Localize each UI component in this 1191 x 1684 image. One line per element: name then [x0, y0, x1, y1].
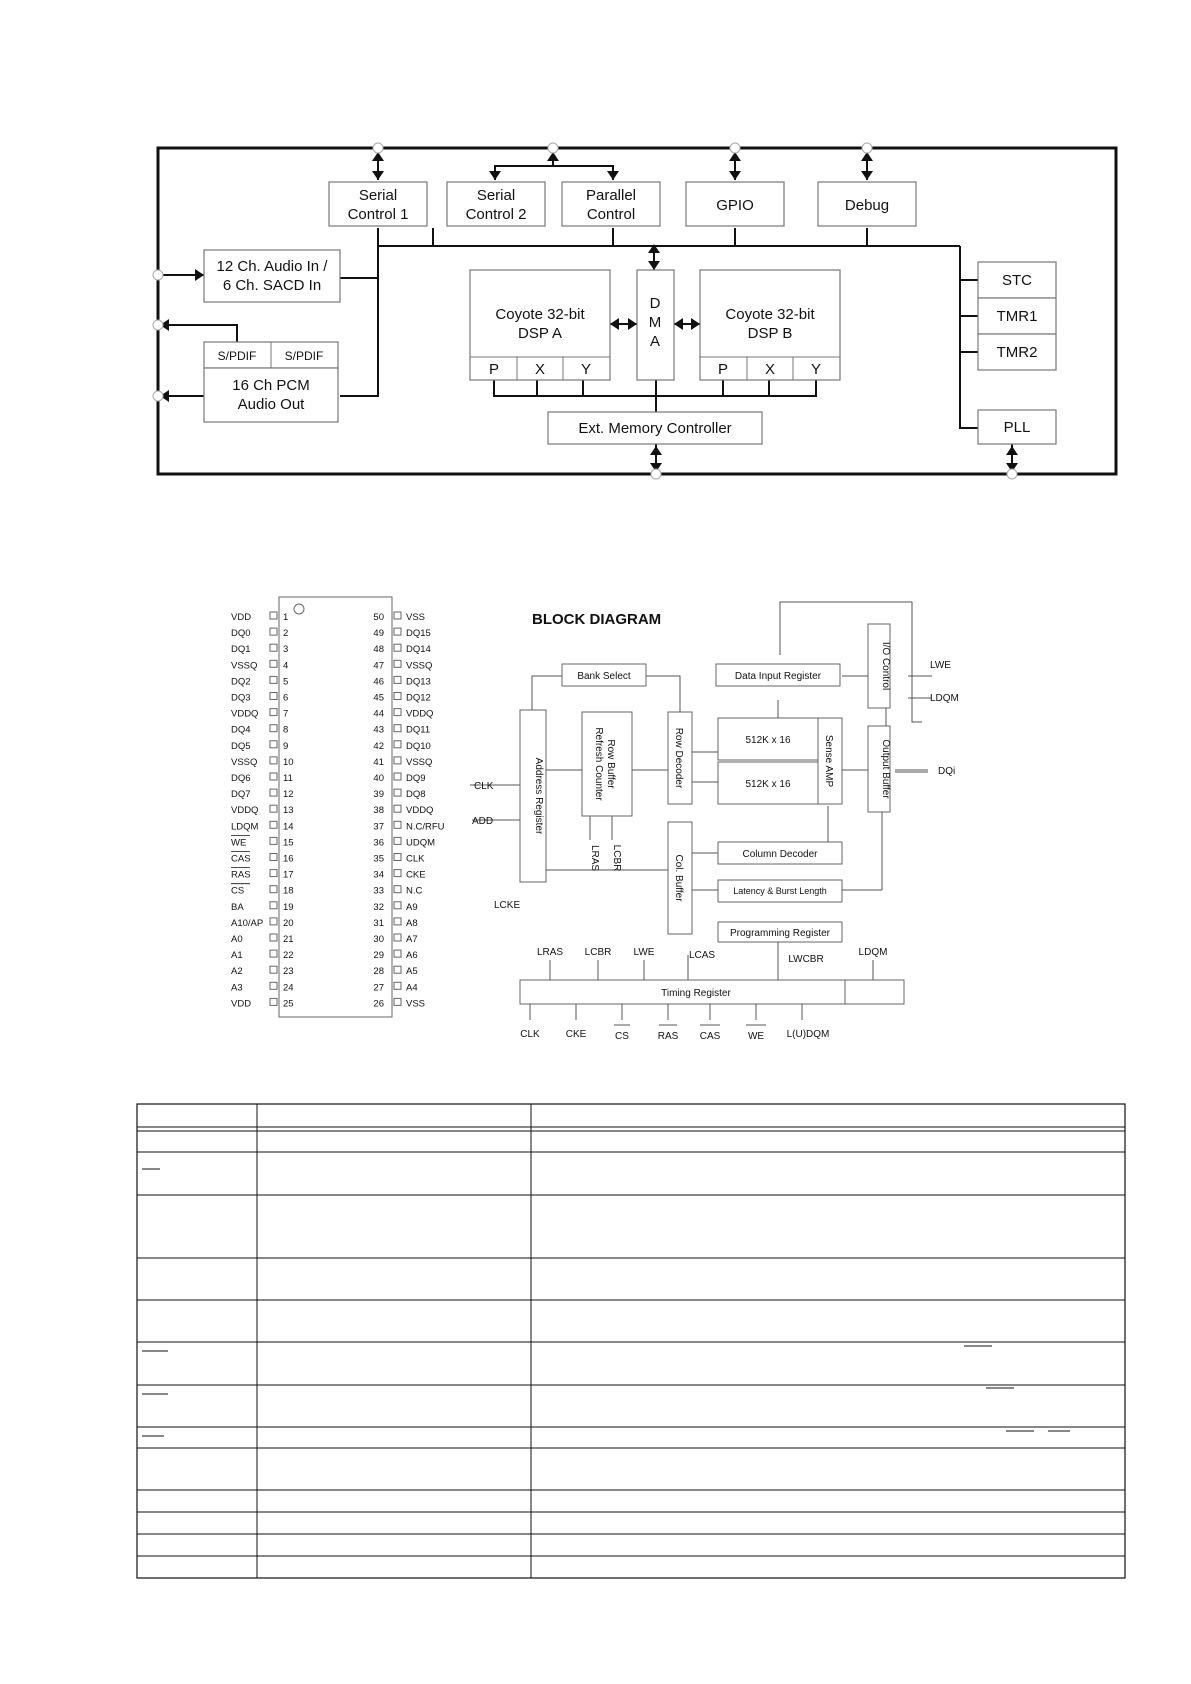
pin-name: VDDQ [406, 805, 434, 817]
pin-name: CS [231, 885, 245, 897]
pin-number: 42 [373, 740, 384, 752]
pin-name: VDD [231, 612, 252, 623]
spdif-label-b: S/PDIF [284, 349, 324, 363]
sdram-block-diagram [470, 602, 959, 1042]
pad-dot [651, 469, 661, 479]
dsp-b-port-x: X [764, 361, 776, 378]
pin-name: DQ5 [231, 740, 251, 752]
pin-name: CAS [231, 853, 251, 865]
pin-name: UDQM [406, 837, 436, 849]
pin-pad [270, 982, 277, 989]
arrow-down [489, 171, 501, 180]
pin-number: 22 [283, 950, 294, 962]
pin-number: 33 [373, 885, 384, 897]
sense-amp-label: Sense AMP [823, 734, 834, 788]
pin-number: 47 [373, 660, 384, 672]
sdram-pinout [231, 597, 445, 1017]
pin-name: A0 [231, 934, 243, 945]
pin-name: VSSQ [406, 660, 433, 672]
arrow-down [648, 261, 660, 270]
pin-number: 23 [283, 966, 294, 978]
ext-memory-controller-label: Ext. Memory Controller [578, 420, 732, 437]
timing-input-cke: CKE [565, 1029, 587, 1040]
pin-pad [270, 725, 277, 732]
arrow-down [372, 171, 384, 180]
pin-number: 30 [373, 934, 384, 945]
pin-name: DQ3 [231, 692, 251, 704]
serial-control-2-label: Serial [476, 187, 516, 204]
top-block-diagram [153, 143, 1116, 479]
pin-pad [394, 757, 401, 764]
lcke-signal: LCKE [494, 900, 521, 911]
address-register-label: Address Register [533, 757, 544, 835]
clk-signal: CLK [474, 781, 494, 792]
pin-pad [394, 982, 401, 989]
memory-bus [494, 380, 816, 412]
pcm-out-label: Audio Out [237, 396, 305, 413]
pin-number: 8 [283, 724, 289, 736]
pin-pad [270, 821, 277, 828]
pin-name: A8 [406, 917, 418, 929]
pin-number: 41 [373, 756, 384, 768]
timing-output-lcbr: LCBR [584, 947, 612, 958]
pin-name: RAS [231, 869, 251, 881]
pin-pad [394, 966, 401, 973]
pin-name: DQ4 [231, 724, 251, 736]
arrow-up [1006, 446, 1018, 455]
timing-inputs [530, 1004, 802, 1020]
pin-pad [394, 854, 401, 861]
arrow-up [650, 446, 662, 455]
pad-dot [153, 391, 163, 401]
gpio-label: GPIO [716, 197, 754, 214]
pin-number: 27 [373, 982, 384, 994]
timing-register-label: Timing Register [661, 988, 731, 999]
pin-name: DQ1 [231, 644, 251, 656]
pin-number: 44 [373, 708, 384, 720]
pin-number: 16 [283, 853, 294, 865]
pin-name: BA [231, 901, 244, 913]
pin-number: 43 [373, 724, 384, 736]
pin-number: 24 [283, 982, 294, 994]
pin-pad [394, 644, 401, 651]
timing-output-lcas: LCAS [688, 950, 716, 961]
pin-name: A10/AP [231, 917, 264, 929]
timer-bus [960, 246, 978, 428]
pin-number: 11 [283, 773, 293, 784]
pin-pad [270, 870, 277, 877]
debug-label: Debug [844, 197, 890, 214]
pin-number: 20 [283, 917, 294, 929]
audio-in-label: 6 Ch. SACD In [222, 277, 322, 294]
serial-control-1-label: Serial [358, 187, 398, 204]
pin-pad [270, 741, 277, 748]
dsp-b-label: DSP B [747, 325, 793, 342]
pin-number: 9 [283, 740, 289, 752]
refresh-controls [590, 816, 612, 840]
pin-number: 2 [283, 628, 289, 640]
pin-pad [394, 741, 401, 748]
spdif-link [158, 325, 237, 342]
pin-number: 31 [373, 917, 384, 929]
pin-pad [394, 886, 401, 893]
pin-number: 1 [283, 612, 289, 623]
pin-name: A5 [406, 966, 418, 978]
pad-dot [730, 143, 740, 153]
latency-burst-label: Latency & Burst Length [733, 886, 827, 896]
pin-name: A9 [406, 901, 418, 913]
dma-label: M [648, 314, 662, 331]
pin-number: 49 [373, 628, 384, 640]
pin-name: LDQM [231, 821, 259, 833]
pin-name: DQ9 [406, 773, 426, 784]
pin-name: N.C [406, 885, 423, 897]
pin-name: DQ11 [406, 724, 431, 736]
column-decoder-label: Column Decoder [742, 849, 818, 860]
pin-name: WE [231, 837, 247, 849]
dsp-b-port-p: P [717, 361, 729, 378]
pin-number: 34 [373, 869, 384, 881]
row-buffer-label: Refresh Counter [593, 727, 604, 801]
pin-number: 45 [373, 692, 384, 704]
arrow-left [610, 318, 619, 330]
bus-taps [433, 228, 867, 246]
pad-dot [153, 270, 163, 280]
pin-pad [394, 998, 401, 1005]
pin-name: VSS [406, 998, 426, 1010]
pin-name: VDDQ [406, 708, 434, 720]
pin-pad [394, 773, 401, 780]
pin-pad [270, 998, 277, 1005]
pin-pad [394, 725, 401, 732]
pin-pad [270, 854, 277, 861]
pin-name: DQ8 [406, 789, 426, 801]
pin-number: 46 [373, 676, 384, 688]
timing-output-lwcbr: LWCBR [788, 954, 824, 965]
timing-input-cs: CS [615, 1031, 629, 1042]
stc-label: STC [1002, 272, 1032, 289]
tmr2-label: TMR2 [996, 344, 1038, 361]
pin-number: 13 [283, 805, 294, 817]
pin-pad [270, 950, 277, 957]
pin-pad [394, 918, 401, 925]
pin-pad [270, 660, 277, 667]
pin-name: A1 [231, 950, 243, 962]
pin-pad [394, 676, 401, 683]
pin-name: VSSQ [231, 660, 258, 672]
row-decoder-label: Row Decoder [673, 727, 684, 789]
pin-pad [394, 870, 401, 877]
pin-pad [394, 789, 401, 796]
dma-label: D [649, 295, 661, 312]
pin-name: DQ0 [231, 628, 251, 640]
dsp-a-label: DSP A [518, 325, 562, 342]
serial-control-2-label: Control 2 [465, 206, 527, 223]
pin-name: DQ15 [406, 628, 431, 640]
top-connectors [378, 148, 867, 180]
add-signal: ADD [472, 816, 494, 827]
pin-pad [270, 789, 277, 796]
timing-input-we: WE [747, 1031, 765, 1042]
timing-output-lras: LRAS [536, 947, 564, 958]
pin-description-table [137, 1104, 1125, 1578]
pin-pad [394, 628, 401, 635]
pin-pad [394, 934, 401, 941]
pin-pad [394, 821, 401, 828]
dma-label: A [649, 333, 661, 350]
pin-name: DQ12 [406, 692, 431, 704]
pcm-out-label: 16 Ch PCM [232, 377, 310, 394]
pin-number: 4 [283, 660, 289, 672]
pin-name: DQ6 [231, 773, 251, 784]
pin-number: 5 [283, 676, 289, 688]
lras-signal: LRAS [589, 844, 600, 872]
pin-number: 36 [373, 837, 384, 849]
arrow-right [195, 269, 204, 281]
dsp-b-port-y: Y [810, 361, 822, 378]
right-inputs [895, 676, 932, 772]
pin-name: A2 [231, 966, 243, 978]
pin-pad [394, 612, 401, 619]
pin-pad [394, 837, 401, 844]
col-buffer-label: Col. Buffer [673, 854, 684, 902]
pin-number: 10 [283, 756, 294, 768]
tmr1-label: TMR1 [996, 308, 1038, 325]
pin-name: VDDQ [231, 805, 259, 817]
serial-control-1-label: Control 1 [347, 206, 409, 223]
arrow-down [861, 171, 873, 180]
pin-pad [270, 628, 277, 635]
pin-number: 37 [373, 821, 384, 833]
pad-dot [862, 143, 872, 153]
pin-pad [394, 660, 401, 667]
timing-input-ras: RAS [657, 1031, 679, 1042]
pll-label: PLL [1003, 419, 1031, 436]
pin-pad [394, 693, 401, 700]
pin-pad [270, 709, 277, 716]
spdif-label-a: S/PDIF [217, 349, 257, 363]
pin-number: 32 [373, 901, 384, 913]
arrow-down [607, 171, 619, 180]
dsp-a-label: Coyote 32-bit [495, 306, 585, 323]
pin-pad [394, 950, 401, 957]
pin-pad [270, 918, 277, 925]
pin-number: 15 [283, 837, 294, 849]
memory-array-2-label: 512K x 16 [745, 779, 791, 790]
pin-pad [394, 709, 401, 716]
dsp-a-port-y: Y [580, 361, 592, 378]
timing-output-lwe: LWE [633, 947, 655, 958]
pin-number: 18 [283, 885, 294, 897]
pin-name: VDDQ [231, 708, 259, 720]
pin-name: DQ14 [406, 644, 431, 656]
arrow-left [674, 318, 683, 330]
pin-number: 26 [373, 998, 384, 1010]
pin-name: DQ13 [406, 676, 431, 688]
pin-pad [270, 805, 277, 812]
timing-input-clk: CLK [520, 1029, 540, 1040]
dsp-a-port-p: P [488, 361, 500, 378]
pin-number: 35 [373, 853, 384, 865]
table-border [137, 1104, 1125, 1578]
pin-pad [270, 693, 277, 700]
pin-name: DQ10 [406, 740, 431, 752]
bottom-connectors [656, 444, 1012, 474]
dsp-b-label: Coyote 32-bit [725, 306, 815, 323]
pin-number: 25 [283, 998, 294, 1010]
pin-number: 29 [373, 950, 384, 962]
parallel-control-label: Control [586, 206, 636, 223]
pin-name: A6 [406, 950, 418, 962]
timing-output-ldqm: LDQM [858, 947, 888, 958]
pad-dot [548, 143, 558, 153]
pad-dot [153, 320, 163, 330]
pin-name: DQ7 [231, 789, 251, 801]
pin-number: 38 [373, 805, 384, 817]
timing-input-ludqm: L(U)DQM [786, 1029, 830, 1040]
dqi-signal: DQi [938, 766, 956, 777]
pin-pad [270, 644, 277, 651]
arrow-right [628, 318, 637, 330]
pin-number: 50 [373, 612, 384, 623]
pin-pad [270, 773, 277, 780]
pin-pad [270, 612, 277, 619]
pin-number: 48 [373, 644, 384, 656]
pin-number: 40 [373, 773, 384, 784]
pin-name: VDD [231, 998, 252, 1010]
pin-number: 7 [283, 708, 289, 720]
io-control-label: I/O Control [880, 641, 891, 691]
data-input-register-label: Data Input Register [734, 671, 822, 682]
pin-pad [270, 757, 277, 764]
output-buffer-label: Output Buffer [880, 739, 891, 799]
pin-number: 17 [283, 869, 294, 881]
pin-number: 28 [373, 966, 384, 978]
pin-pad [270, 934, 277, 941]
audio-in-label: 12 Ch. Audio In / [216, 258, 328, 275]
ldqm-signal: LDQM [930, 693, 959, 704]
lwe-signal: LWE [930, 660, 951, 671]
pin-pad [394, 902, 401, 909]
pin-number: 39 [373, 789, 384, 801]
pad-dot [373, 143, 383, 153]
pin-name: A7 [406, 934, 418, 945]
pin-pad [270, 886, 277, 893]
pin1-marker [294, 604, 304, 614]
programming-register-label: Programming Register [729, 928, 831, 939]
pin-pad [270, 837, 277, 844]
block-diagram-title: BLOCK DIAGRAM [532, 611, 662, 628]
dsp-a-port-x: X [534, 361, 546, 378]
memory-array-1-label: 512K x 16 [745, 735, 791, 746]
row-buffer-label: Row Buffer [605, 739, 616, 789]
pin-name: VSS [406, 612, 426, 623]
pin-pad [394, 805, 401, 812]
pin-name: N.C/RFU [406, 821, 445, 833]
pin-number: 3 [283, 644, 289, 656]
col-buffer-links [692, 853, 718, 890]
pin-name: VSSQ [406, 756, 433, 768]
pin-number: 21 [283, 934, 294, 945]
arrow-right [691, 318, 700, 330]
pin-name: A4 [406, 982, 418, 994]
pin-name: CLK [406, 853, 425, 865]
lcbr-signal: LCBR [611, 844, 622, 872]
pin-name: DQ2 [231, 676, 251, 688]
pin-number: 19 [283, 901, 294, 913]
pin-name: A3 [231, 982, 243, 994]
bank-select-label: Bank Select [577, 671, 631, 682]
pin-number: 6 [283, 692, 289, 704]
parallel-control-label: Parallel [585, 187, 637, 204]
pin-name: CKE [406, 869, 426, 881]
pin-name: VSSQ [231, 756, 258, 768]
pin-pad [270, 902, 277, 909]
pad-dot [1007, 469, 1017, 479]
pin-pad [270, 966, 277, 973]
table-rows [137, 1127, 1125, 1556]
pin-number: 14 [283, 821, 294, 833]
arrow-down [729, 171, 741, 180]
pin-pad [270, 676, 277, 683]
pin-number: 12 [283, 789, 294, 801]
timing-input-cas: CAS [699, 1031, 721, 1042]
